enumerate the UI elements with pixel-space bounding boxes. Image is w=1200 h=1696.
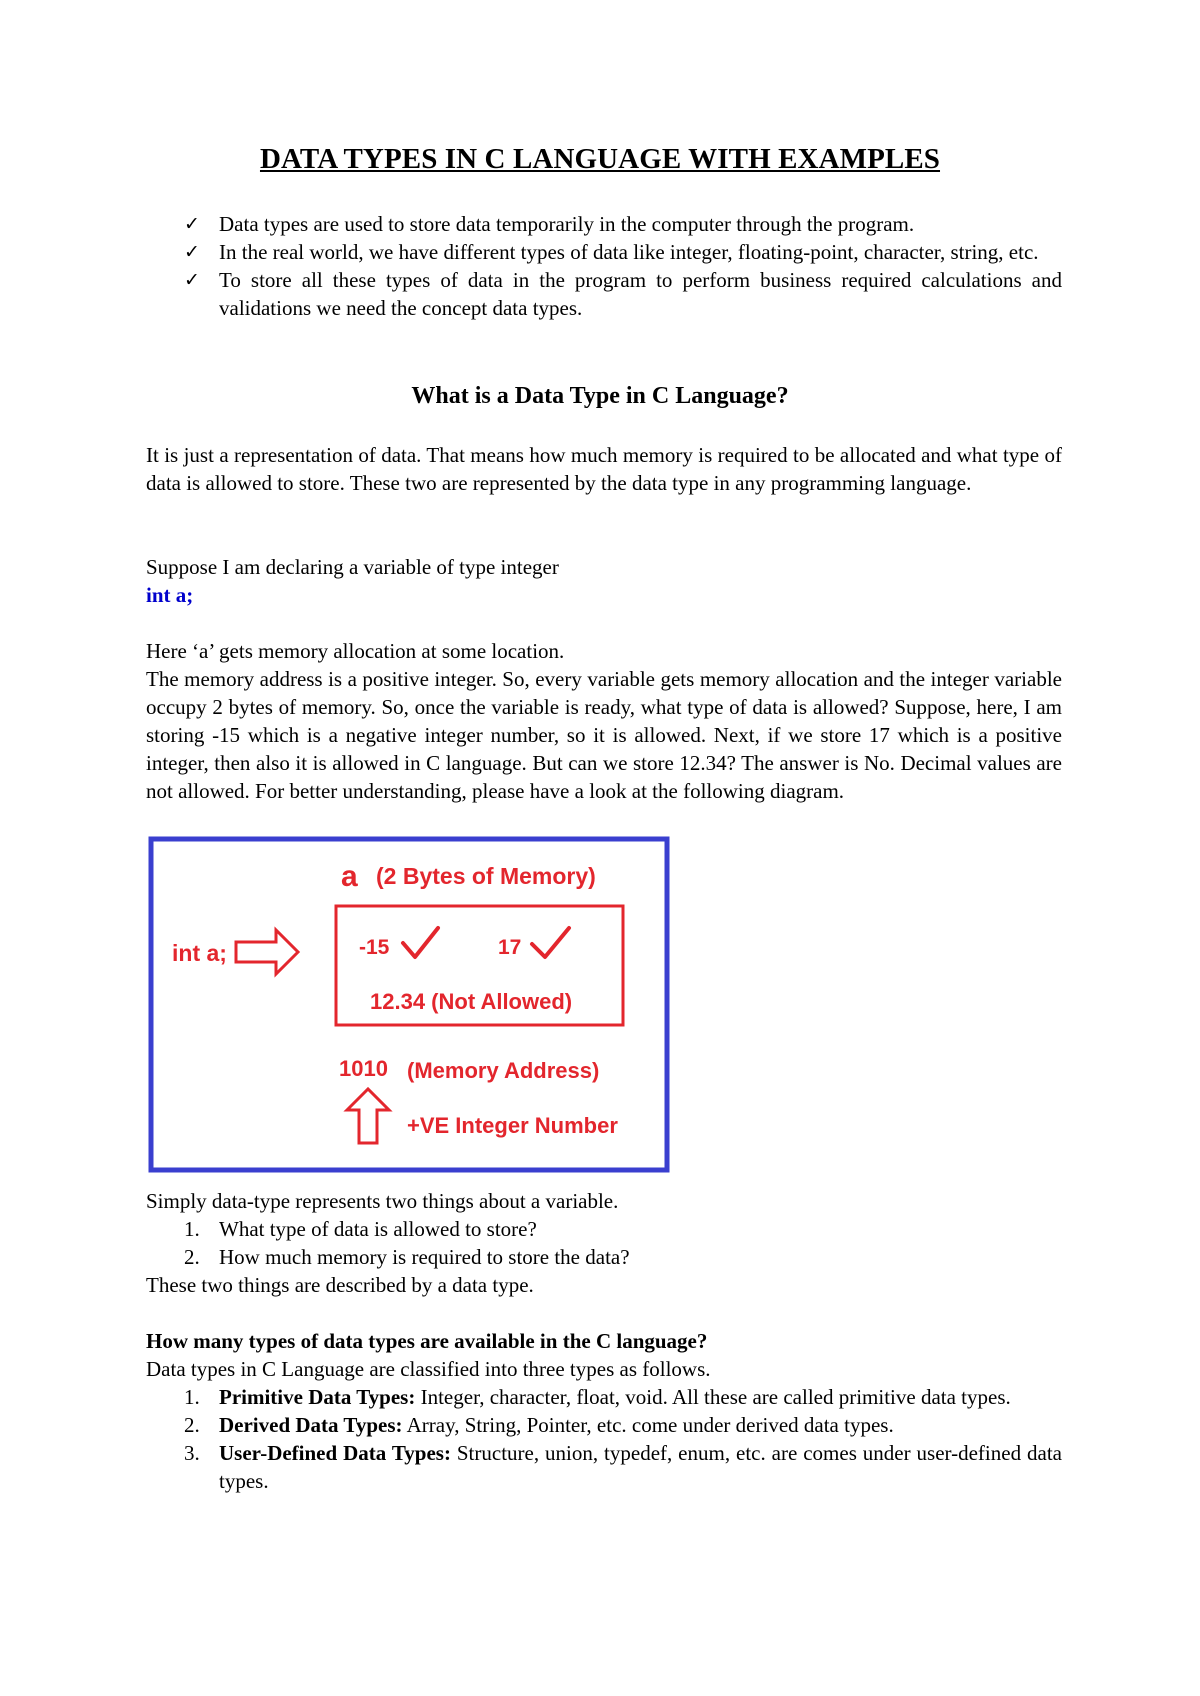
summary-intro: Simply data-type represents two things about a variable. xyxy=(146,1189,619,1213)
memory-diagram xyxy=(148,836,670,1173)
page-title: DATA TYPES IN C LANGUAGE WITH EXAMPLES xyxy=(259,143,941,175)
code-example: int a; xyxy=(146,583,194,607)
diagram-address-note: +VE Integer Number xyxy=(407,1113,618,1138)
types-list xyxy=(146,1383,1062,1495)
list-item: 2. Derived Data Types: Array, String, Pointer, etc. come under derived data types. xyxy=(184,1413,894,1437)
explanation-block xyxy=(146,637,1062,805)
list-item: 3. User-Defined Data Types: Structure, union, typedef, enum, etc. are comes under user-defined data types. xyxy=(184,1441,1062,1493)
summary-list xyxy=(146,1215,1062,1271)
explanation-paragraph: The memory address is a positive integer. So, every variable gets memory allocation and the integer variable occupy 2 bytes of memory. So, once the variable is ready, what type of data is allowed? Suppose, here, I am storing -15 which is a negative integer number, so it is allowed. Next, if we store 17 which is a positive integer, then also it is allowed in C language. But can we store 12.34? The answer is No. Decimal values are not allowed. For better understanding, please have a look at the following diagram. xyxy=(146,667,1062,803)
right-arrow-icon xyxy=(236,930,298,974)
diagram-address-label: (Memory Address) xyxy=(407,1058,600,1083)
diagram-address-value: 1010 xyxy=(339,1056,388,1081)
check-icon xyxy=(403,928,438,957)
checkmark-icon: ✓ xyxy=(184,213,200,235)
checkmark-icon: ✓ xyxy=(184,269,200,291)
list-item: 2. How much memory is required to store the data? xyxy=(184,1245,630,1269)
list-item: 1. What type of data is allowed to store? xyxy=(184,1217,537,1241)
checkmark-icon: ✓ xyxy=(184,241,200,263)
check-icon xyxy=(532,928,569,957)
list-item: ✓ In the real world, we have different types of data like integer, floating-point, character, string, etc. xyxy=(184,240,1039,264)
diagram-declaration: int a; xyxy=(172,940,227,966)
explanation-line: Here ‘a’ gets memory allocation at some location. xyxy=(146,639,565,663)
diagram-var-name: a xyxy=(341,860,358,893)
up-arrow-icon xyxy=(347,1089,389,1143)
diagram-value-decimal: 12.34 (Not Allowed) xyxy=(370,989,573,1014)
list-item: ✓ Data types are used to store data temporarily in the computer through the program. xyxy=(184,212,915,236)
intro-bullet-list xyxy=(146,210,1062,322)
declaration-block xyxy=(146,553,1062,609)
summary-outro: These two things are described by a data type. xyxy=(146,1273,534,1297)
list-item: 1. Primitive Data Types: Integer, character, float, void. All these are called primitive data types. xyxy=(184,1385,1011,1409)
declare-text: Suppose I am declaring a variable of type integer xyxy=(146,555,559,579)
types-intro: Data types in C Language are classified into three types as follows. xyxy=(146,1357,711,1381)
diagram-memory-label: (2 Bytes of Memory) xyxy=(376,863,596,889)
section-heading: What is a Data Type in C Language? xyxy=(411,383,789,409)
definition-paragraph: It is just a representation of data. That means how much memory is required to be allocated and what type of data is allowed to store. These two are represented by the data type in any programming language. xyxy=(146,443,1062,495)
diagram-value-positive: 17 xyxy=(498,936,522,959)
types-block xyxy=(146,1327,1062,1495)
types-heading: How many types of data types are available in the C language? xyxy=(146,1329,708,1353)
summary-block xyxy=(146,1187,1062,1299)
diagram-value-negative: -15 xyxy=(359,936,390,959)
list-item: ✓ To store all these types of data in the program to perform business required calculations and validations we need the concept data types. xyxy=(184,268,1062,320)
